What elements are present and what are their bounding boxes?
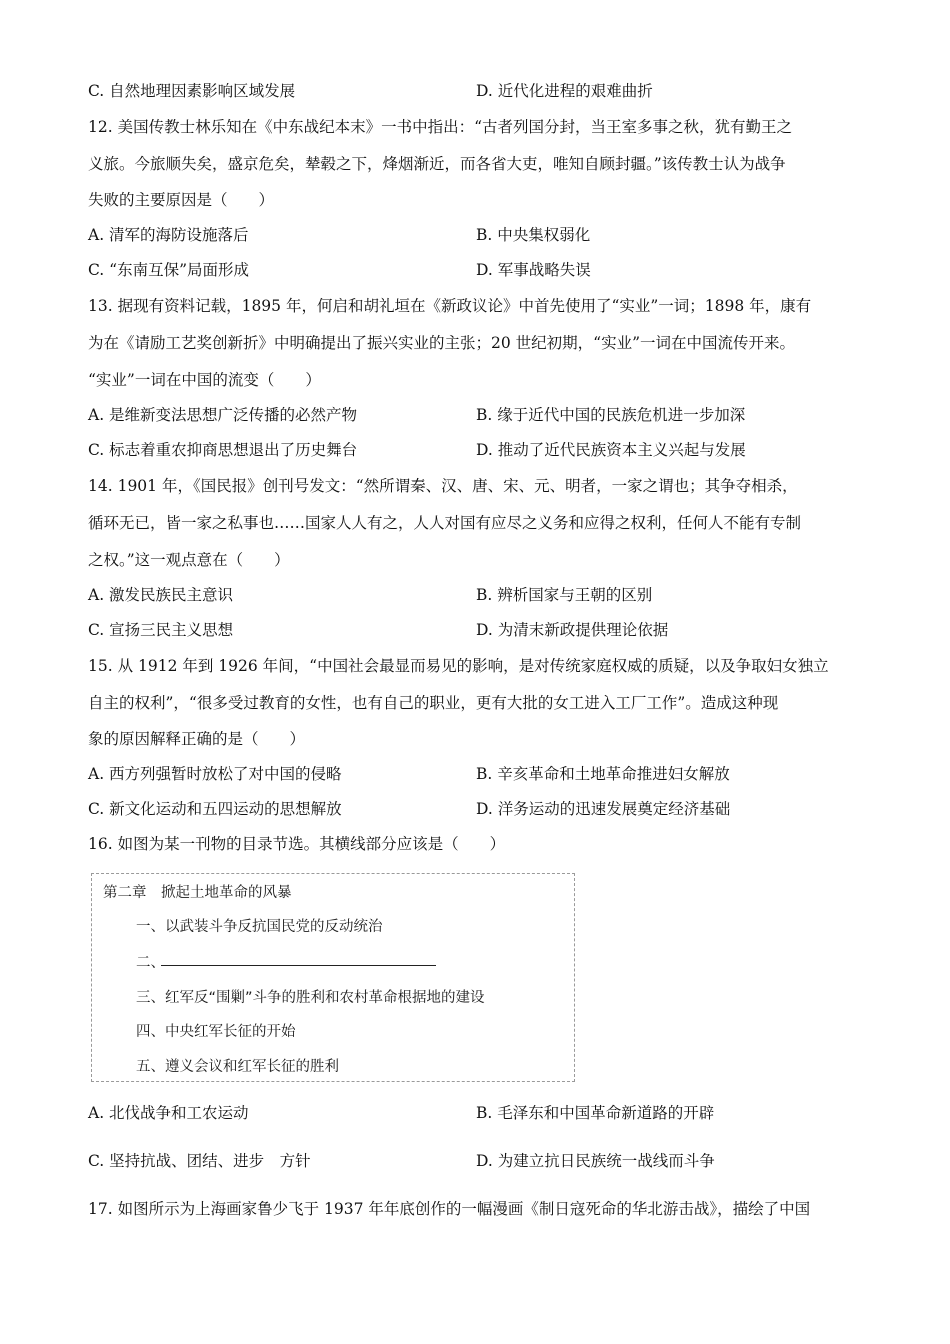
- q16-option-b: B. 毛泽东和中国革命新道路的开辟: [476, 1104, 715, 1122]
- q16-stem-line-1: 16. 如图为某一刊物的目录节选。其横线部分应该是（ ）: [88, 835, 506, 853]
- q13-stem-line-2: 为在《请励工艺奖创新折》中明确提出了振兴实业的主张；20 世纪初期，“实业”一词在中国流传开来。: [88, 334, 796, 352]
- q15-stem-line-2: 自主的权利”，“很多受过教育的女性，也有自己的职业，更有大批的女工进入工厂工作”。造成这种现: [88, 694, 779, 712]
- q11-option-d: D. 近代化进程的艰难曲折: [476, 82, 653, 100]
- figure-item-5: 五、遵义会议和红军长征的胜利: [136, 1059, 339, 1075]
- figure-chapter-title: 第二章 掀起土地革命的风暴: [103, 885, 292, 901]
- q15-option-d: D. 洋务运动的迅速发展奠定经济基础: [476, 800, 731, 818]
- figure-blank-line: [161, 965, 436, 966]
- q15-option-b: B. 辛亥革命和土地革命推进妇女解放: [476, 765, 730, 783]
- q14-stem-line-2: 循环无已，皆一家之私事也……国家人人有之，人人对国有应尽之义务和应得之权利，任何人不能有专制: [88, 514, 802, 532]
- q13-option-d: D. 推动了近代民族资本主义兴起与发展: [476, 441, 746, 459]
- q14-option-d: D. 为清末新政提供理论依据: [476, 621, 669, 639]
- q14-option-a: A. 激发民族民主意识: [88, 586, 234, 604]
- figure-item-3: 三、红军反“围剿”斗争的胜利和农村革命根据地的建设: [136, 990, 485, 1006]
- q13-stem-line-1: 13. 据现有资料记载，1895 年，何启和胡礼垣在《新政议论》中首先使用了“实业”一词；1898 年，康有: [88, 297, 812, 315]
- q14-option-c: C. 宣扬三民主义思想: [88, 621, 234, 639]
- q12-option-a: A. 清军的海防设施落后: [88, 226, 249, 244]
- q16-option-d: D. 为建立抗日民族统一战线而斗争: [476, 1152, 715, 1170]
- q12-option-c: C. “东南互保”局面形成: [88, 261, 250, 279]
- q11-option-c: C. 自然地理因素影响区域发展: [88, 82, 296, 100]
- q13-option-a: A. 是维新变法思想广泛传播的必然产物: [88, 406, 358, 424]
- figure-item-1: 一、以武装斗争反抗国民党的反动统治: [136, 919, 383, 935]
- q13-option-c: C. 标志着重农抑商思想退出了历史舞台: [88, 441, 358, 459]
- q13-stem-line-3: “实业”一词在中国的流变（ ）: [88, 371, 321, 389]
- q14-option-b: B. 辨析国家与王朝的区别: [476, 586, 653, 604]
- q16-option-c: C. 坚持抗战、团结、进步 方针: [88, 1152, 311, 1170]
- q17-stem-line-1: 17. 如图所示为上海画家鲁少飞于 1937 年年底创作的一幅漫画《制日寇死命的华北游击战》，描绘了中国: [88, 1200, 811, 1218]
- q15-stem-line-3: 象的原因解释正确的是（ ）: [88, 730, 306, 748]
- q12-stem-line-2: 义旅。今旅顺失矣，盛京危矣，辇毂之下，烽烟渐近，而各省大吏，唯知自顾封疆。”该传教士认为战争: [88, 155, 786, 173]
- q16-option-a: A. 北伐战争和工农运动: [88, 1104, 249, 1122]
- q12-option-b: B. 中央集权弱化: [476, 226, 591, 244]
- table-of-contents-figure: [91, 873, 575, 1082]
- q12-option-d: D. 军事战略失误: [476, 261, 591, 279]
- q12-stem-line-3: 失败的主要原因是（ ）: [88, 191, 275, 209]
- q15-option-c: C. 新文化运动和五四运动的思想解放: [88, 800, 342, 818]
- q13-option-b: B. 缘于近代中国的民族危机进一步加深: [476, 406, 746, 424]
- q15-option-a: A. 西方列强暂时放松了对中国的侵略: [88, 765, 342, 783]
- figure-item-4: 四、中央红军长征的开始: [136, 1024, 296, 1040]
- q12-stem-line-1: 12. 美国传教士林乐知在《中东战纪本末》一书中指出：“古者列国分封，当王室多事之秋，犹有勤王之: [88, 118, 793, 136]
- q14-stem-line-1: 14. 1901 年，《国民报》创刊号发文：“然所谓秦、汉、唐、宋、元、明者，一家之谓也；其争夺相杀，: [88, 477, 798, 495]
- figure-item-2: 二、: [136, 955, 165, 971]
- q14-stem-line-3: 之权。”这一观点意在（ ）: [88, 551, 290, 569]
- q15-stem-line-1: 15. 从 1912 年到 1926 年间，“中国社会最显而易见的影响，是对传统家庭权威的质疑，以及争取妇女独立: [88, 657, 829, 675]
